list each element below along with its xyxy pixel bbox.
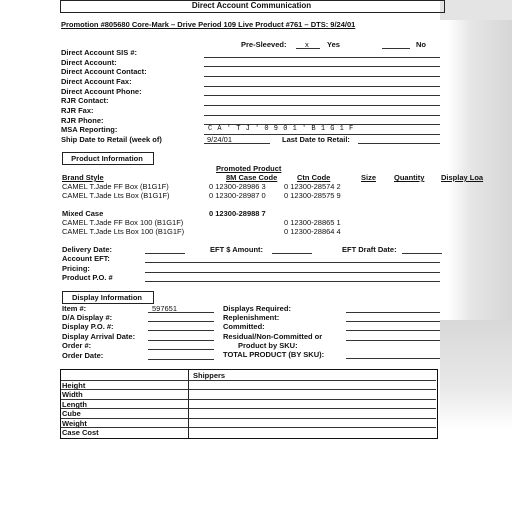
field-rjr-phone: RJR Phone:	[61, 116, 104, 125]
total-product-label: TOTAL PRODUCT (BY SKU):	[223, 350, 325, 359]
committed-label: Committed:	[223, 322, 265, 331]
shipper-row-width: Width	[62, 390, 83, 399]
line-pricing	[145, 272, 440, 273]
eft-amount-label: EFT $ Amount:	[210, 245, 264, 254]
copy-shadow-top	[440, 0, 512, 20]
field-sis: Direct Account SIS #:	[61, 48, 137, 57]
ship-date-value: 9/24/01	[207, 135, 233, 144]
display-item-value: 597651	[152, 304, 178, 313]
presleeved-yes: Yes	[327, 40, 340, 49]
display-order-label: Order #:	[62, 341, 92, 350]
mixed-row-1-brand: CAMEL T.Jade FF Box 100 (B1G1F)	[62, 218, 184, 227]
eft-draft-label: EFT Draft Date:	[342, 245, 397, 254]
field-rjr-contact: RJR Contact:	[61, 96, 109, 105]
shipper-line-6	[61, 427, 436, 428]
last-date-label: Last Date to Retail:	[282, 135, 350, 144]
mixed-row-2-brand: CAMEL T.Jade Lts Box 100 (B1G1F)	[62, 227, 185, 236]
mixed-case-label: Mixed Case	[62, 209, 104, 218]
account-eft-label: Account EFT:	[62, 254, 110, 263]
line-residual	[346, 340, 440, 341]
presleeved-label: Pre-Sleeved:	[241, 40, 287, 49]
mixed-row-2-ctn: 0 12300-28864 4	[284, 227, 341, 236]
shipper-row-case-cost: Case Cost	[62, 428, 99, 437]
field-contact: Direct Account Contact:	[61, 67, 147, 76]
shipper-row-weight: Weight	[62, 419, 87, 428]
replenishment-label: Replenishment:	[223, 313, 280, 322]
line-display-arrival	[148, 340, 214, 341]
product-row-1-case: 0 12300-28986 3	[209, 182, 266, 191]
line-contact	[204, 76, 440, 77]
promoted-product-label: Promoted Product	[216, 164, 282, 173]
line-displays-required	[346, 312, 440, 313]
line-phone	[204, 95, 440, 96]
shipper-line-4	[61, 408, 436, 409]
line-eft-amount	[272, 253, 312, 254]
line-rjr-fax	[204, 115, 440, 116]
shipper-line-1	[61, 380, 436, 381]
display-da-label: D/A Display #:	[62, 313, 113, 322]
field-fax: Direct Account Fax:	[61, 77, 132, 86]
presleeved-yes-mark: x	[305, 40, 309, 49]
col-size: Size	[361, 173, 377, 182]
product-by-sku-label: Product by SKU:	[238, 341, 298, 350]
display-item-label: Item #:	[62, 304, 87, 313]
product-info-label: Product Information	[71, 154, 143, 163]
presleeved-no: No	[416, 40, 426, 49]
line-account	[204, 66, 440, 67]
product-row-2-brand: CAMEL T.Jade Lts Box (B1G1F)	[62, 191, 170, 200]
col-brand-style: Brand Style	[62, 173, 104, 182]
mixed-case-code: 0 12300-28988 7	[209, 209, 266, 218]
line-product-po	[145, 281, 440, 282]
line-display-order	[148, 349, 214, 350]
product-row-1-ctn: 0 12300-28574 2	[284, 182, 341, 191]
shipper-row-cube: Cube	[62, 409, 81, 418]
product-row-2-ctn: 0 12300-28575 9	[284, 191, 341, 200]
field-rjr-fax: RJR Fax:	[61, 106, 94, 115]
line-delivery-date	[145, 253, 185, 254]
line-fax	[204, 86, 440, 87]
line-committed	[346, 330, 440, 331]
delivery-date-label: Delivery Date:	[62, 245, 113, 254]
line-display-po	[148, 330, 214, 331]
line-display-order-date	[148, 359, 214, 360]
shipper-row-height: Height	[62, 381, 86, 390]
shipper-line-3	[61, 399, 436, 400]
line-display-da	[148, 321, 214, 322]
line-total-product	[346, 358, 440, 359]
shippers-header: Shippers	[193, 371, 226, 380]
product-row-2-case: 0 12300-28987 0	[209, 191, 266, 200]
copy-shadow	[448, 20, 512, 320]
line-rjr-contact	[204, 105, 440, 106]
line-account-eft	[145, 262, 440, 263]
field-ship-date: Ship Date to Retail (week of)	[61, 135, 162, 144]
presleeved-no-line	[382, 48, 410, 49]
product-row-1-brand: CAMEL T.Jade FF Box (B1G1F)	[62, 182, 169, 191]
displays-required-label: Displays Required:	[223, 304, 291, 313]
line-eft-draft	[402, 253, 442, 254]
copy-shadow-lower	[440, 320, 512, 430]
col-display-load: Display Loa	[441, 173, 484, 182]
shipper-line-2	[61, 389, 436, 390]
line-last-date	[358, 143, 440, 144]
pricing-label: Pricing:	[62, 264, 90, 273]
display-order-date-label: Order Date:	[62, 351, 104, 360]
line-display-item	[148, 312, 214, 313]
shipper-row-length: Length	[62, 400, 87, 409]
line-replenishment	[346, 321, 440, 322]
msa-value: C A ' T J ' 0 9 0 1 ' B 1 G 1 F	[208, 125, 354, 133]
display-info-label: Display Information	[71, 293, 142, 302]
shipper-line-5	[61, 418, 436, 419]
line-ship-date	[204, 143, 270, 144]
promotion-line: Promotion #805680 Core-Mark – Drive Period 109 Live Product #761 – DTS: 9/24/01	[61, 20, 356, 29]
col-case-code: 8M Case Code	[226, 173, 278, 182]
product-po-label: Product P.O. #	[62, 273, 113, 282]
field-msa: MSA Reporting:	[61, 125, 118, 134]
line-sis	[204, 57, 440, 58]
field-phone: Direct Account Phone:	[61, 87, 142, 96]
page-title: Direct Account Communication	[191, 1, 312, 10]
col-ctn-code: Ctn Code	[297, 173, 331, 182]
col-quantity: Quantity	[394, 173, 425, 182]
residual-label: Residual/Non-Committed or	[223, 332, 323, 341]
display-arrival-label: Display Arrival Date:	[62, 332, 136, 341]
mixed-row-1-ctn: 0 12300-28865 1	[284, 218, 341, 227]
field-account: Direct Account:	[61, 58, 117, 67]
display-po-label: Display P.O. #:	[62, 322, 114, 331]
